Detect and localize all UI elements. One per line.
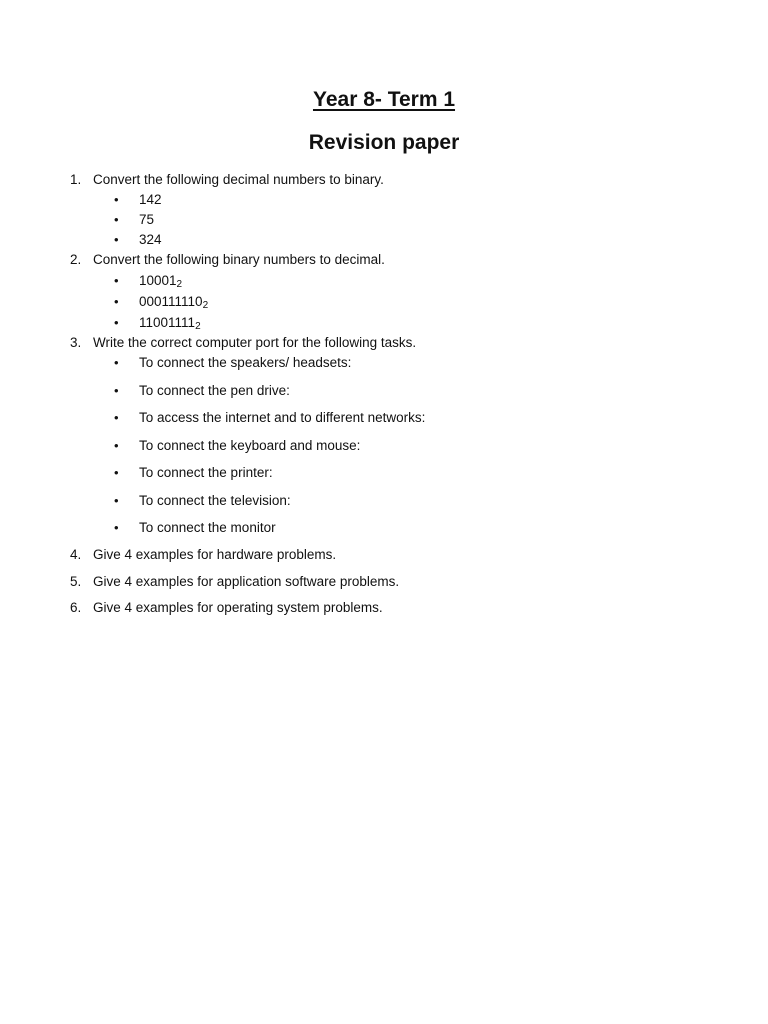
bullet-icon: • — [114, 273, 119, 288]
bullet-icon: • — [114, 520, 119, 535]
list-item-text: To connect the speakers/ headsets: — [139, 355, 352, 370]
binary-value: 11001111 — [139, 315, 196, 330]
list-item-text: 324 — [139, 232, 162, 247]
question-number: 2. — [70, 252, 82, 267]
list-item-text: To connect the printer: — [139, 465, 273, 480]
bullet-icon: • — [114, 355, 119, 370]
list-item — [114, 315, 201, 335]
question-number: 4. — [70, 547, 82, 562]
list-item — [114, 465, 273, 481]
question-4 — [70, 547, 336, 563]
bullet-icon: • — [114, 465, 119, 480]
list-item — [114, 232, 162, 248]
bullet-icon: • — [114, 294, 119, 309]
list-item-text: To access the internet and to different networks: — [139, 410, 426, 425]
question-5 — [70, 574, 399, 590]
list-item — [114, 520, 276, 536]
bullet-icon: • — [114, 315, 119, 330]
question-text: Give 4 examples for application software problems. — [93, 574, 400, 589]
question-6 — [70, 600, 383, 616]
question-2 — [70, 252, 385, 268]
question-1 — [70, 172, 384, 188]
list-item — [114, 192, 162, 208]
question-number: 6. — [70, 600, 82, 615]
list-item — [114, 493, 291, 509]
question-text: Write the correct computer port for the following tasks. — [93, 335, 417, 350]
bullet-icon: • — [114, 212, 119, 227]
list-item-text: To connect the monitor — [139, 520, 276, 535]
bullet-icon: • — [114, 383, 119, 398]
list-item-text: To connect the television: — [139, 493, 291, 508]
bullet-icon: • — [114, 438, 119, 453]
page-title: Year 8- Term 1 — [312, 88, 456, 111]
list-item — [114, 273, 182, 293]
base-subscript: 2 — [202, 300, 209, 311]
question-number: 5. — [70, 574, 82, 589]
bullet-icon: • — [114, 493, 119, 508]
bullet-icon: • — [114, 410, 119, 425]
list-item-text: To connect the keyboard and mouse: — [139, 438, 361, 453]
question-text: Convert the following decimal numbers to binary. — [93, 172, 384, 187]
bullet-icon: • — [114, 192, 119, 207]
bullet-icon: • — [114, 232, 119, 247]
base-subscript: 2 — [176, 279, 183, 290]
question-number: 3. — [70, 335, 82, 350]
list-item — [114, 212, 154, 228]
question-text: Give 4 examples for hardware problems. — [93, 547, 337, 562]
list-item — [114, 410, 425, 426]
list-item-text: To connect the pen drive: — [139, 383, 290, 398]
question-3 — [70, 335, 416, 351]
list-item-text: 75 — [139, 212, 155, 227]
list-item — [114, 438, 360, 454]
list-item — [114, 383, 290, 399]
question-number: 1. — [70, 172, 82, 187]
page-subtitle: Revision paper — [308, 131, 460, 154]
question-text: Convert the following binary numbers to decimal. — [93, 252, 385, 267]
binary-value: 000111110 — [139, 294, 203, 309]
list-item — [114, 294, 208, 314]
binary-value: 10001 — [139, 273, 177, 288]
list-item — [114, 355, 351, 371]
base-subscript: 2 — [195, 321, 201, 332]
question-text: Give 4 examples for operating system problems. — [93, 600, 383, 615]
list-item-text: 142 — [139, 192, 162, 207]
